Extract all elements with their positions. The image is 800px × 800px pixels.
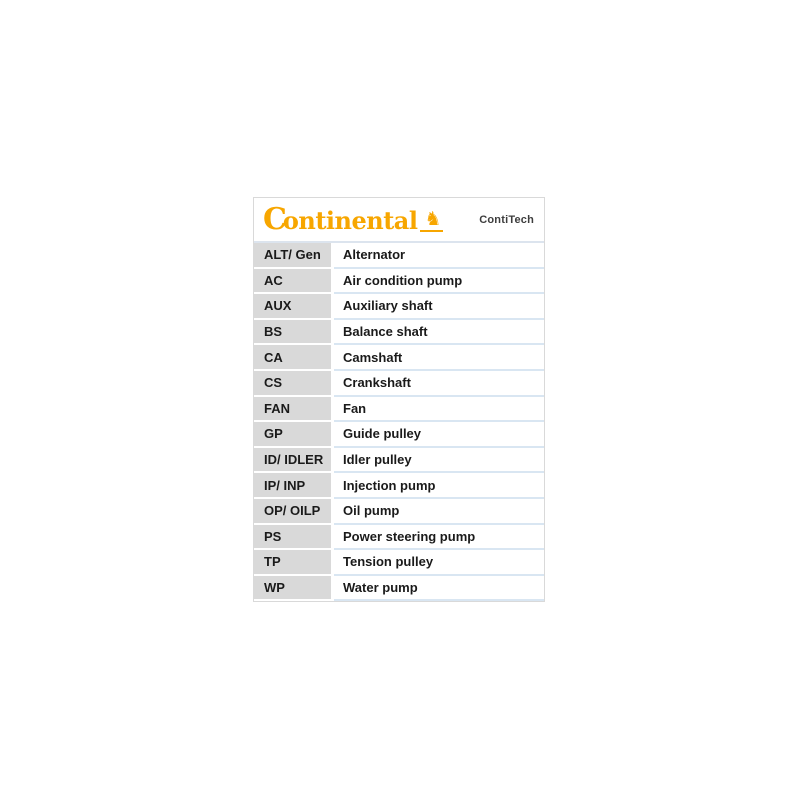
abbr-cell: IP/ INP [254,473,334,499]
table-row [254,473,544,499]
abbr-cell: BS [254,320,334,346]
meaning-cell: Alternator [334,243,544,269]
meaning-cell: Auxiliary shaft [334,294,544,320]
table-row [254,269,544,295]
abbr-cell: ID/ IDLER [254,448,334,474]
abbr-cell: ALT/ Gen [254,243,334,269]
meaning-cell: Crankshaft [334,371,544,397]
meaning-cell: Guide pulley [334,422,544,448]
meaning-cell: Tension pulley [334,550,544,576]
abbr-cell: CA [254,345,334,371]
contitech-wordmark: ContiTech [479,213,534,226]
table-row [254,294,544,320]
meaning-cell: Fan [334,397,544,423]
table-row [254,320,544,346]
table-row [254,499,544,525]
meaning-cell: Air condition pump [334,269,544,295]
meaning-cell: Camshaft [334,345,544,371]
abbreviation-legend-table [254,241,544,601]
abbr-cell: PS [254,525,334,551]
table-row [254,371,544,397]
logo-letter-c: C [263,202,287,237]
abbr-cell: AUX [254,294,334,320]
legend-card [253,197,545,602]
abbr-cell: WP [254,576,334,602]
table-row [254,422,544,448]
meaning-cell: Balance shaft [334,320,544,346]
abbr-cell: AC [254,269,334,295]
abbr-cell: GP [254,422,334,448]
table-row [254,550,544,576]
rearing-horse-icon: ♞ [420,210,442,232]
meaning-cell: Injection pump [334,473,544,499]
abbr-cell: CS [254,371,334,397]
table-row [254,576,544,602]
logo-wordmark: ontinental [282,206,418,235]
table-row [254,525,544,551]
meaning-cell: Idler pulley [334,448,544,474]
table-row [254,345,544,371]
abbr-cell: OP/ OILP [254,499,334,525]
abbr-cell: TP [254,550,334,576]
meaning-cell: Oil pump [334,499,544,525]
meaning-cell: Power steering pump [334,525,544,551]
table-row [254,397,544,423]
table-row [254,448,544,474]
continental-logo [263,202,443,237]
meaning-cell: Water pump [334,576,544,602]
brand-header [254,198,544,241]
table-row [254,243,544,269]
abbr-cell: FAN [254,397,334,423]
